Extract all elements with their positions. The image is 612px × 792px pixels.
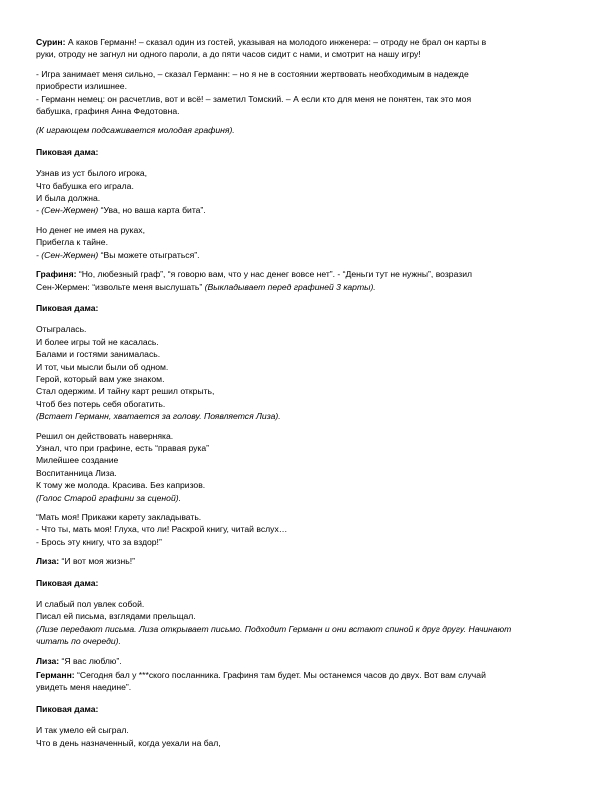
section-heading: Пиковая дама:	[36, 302, 99, 313]
text-line: - Германн немец: он расчетлив, вот и всё! – заметил Томский. – А если кто для меня не понятен, так это моя	[36, 93, 472, 104]
text-line: - Что ты, мать моя! Глуха, что ли! Раскрой книгу, читай вслух…	[36, 524, 288, 535]
paragraph-quote	[36, 511, 572, 548]
text-line: Но денег не имея на руках,	[36, 224, 145, 235]
text-line: Чтоб без потерь себя обогатить.	[36, 398, 166, 409]
paragraph-grafinya	[36, 268, 572, 293]
verse-stanza	[36, 598, 572, 648]
dialogue-text: “Вы можете отыграться”.	[98, 249, 200, 260]
text-line: И тот, чьи мысли были об одном.	[36, 361, 169, 372]
stage-direction: (Встает Германн, хватается за голову. Появляется Лиза).	[36, 411, 281, 422]
text-line: увидеть меня наедине”.	[36, 682, 132, 693]
stage-direction: (Выкладывает перед графиней 3 карты).	[202, 281, 376, 292]
text-line	[36, 268, 572, 280]
text-line: Писал ей письма, взглядами прельщал.	[36, 611, 196, 622]
text-line: - Игра занимает меня сильно, – сказал Германн: – но я не в состоянии жертвовать необходимым в надежде	[36, 68, 469, 79]
text-line: - Брось эту книгу, что за вздор!”	[36, 536, 162, 547]
text-line: Герой, который вам уже знаком.	[36, 373, 165, 384]
text-line: И слабый пол увлек собой.	[36, 599, 145, 610]
section-heading: Пиковая дама:	[36, 577, 99, 588]
verse-stanza	[36, 724, 572, 749]
dialogue-text: “Сегодня бал у ***ского посланника. Графиня там будет. Мы останемся часов до двух. Вот вам случай	[74, 670, 486, 681]
stage-direction	[36, 124, 572, 136]
speaker-label: Германн:	[36, 670, 75, 681]
text-line: И так умело ей сыграл.	[36, 725, 129, 736]
section-heading: Пиковая дама:	[36, 703, 99, 714]
text-line	[36, 36, 572, 48]
text-line: Узнал, что при графине, есть “правая рука”	[36, 442, 210, 453]
text-line: Решил он действовать наверняка.	[36, 430, 174, 441]
speaker-label: Лиза:	[36, 655, 60, 666]
text-line: Что в день назначенный, когда уехали на бал,	[36, 737, 221, 748]
dialogue-text: А каков Германн! – сказал один из гостей, указывая на молодого инженера: – отроду не брал он карты в	[65, 37, 487, 47]
text-line: приобрести излишнее.	[36, 81, 127, 92]
dialogue-text: “Я вас люблю”.	[59, 655, 122, 666]
verse-stanza	[36, 224, 572, 261]
verse-stanza	[36, 323, 572, 422]
text-line: “Мать моя! Прикажи карету закладывать.	[36, 512, 202, 522]
text-line: руки, отроду не загнул ни одного пароли, а до пяти часов сидит с нами, и смотрит на нашу игру!	[36, 49, 421, 60]
text-line: Узнав из уст былого игрока,	[36, 168, 148, 179]
text-line: (К играющем подсаживается молодая графиня).	[36, 125, 235, 136]
text-line	[36, 669, 572, 681]
text-line: Балами и гостями занималась.	[36, 349, 161, 360]
speaker-label: Сурин:	[36, 37, 66, 47]
text-line: К тому же молода. Красива. Без капризов.	[36, 480, 206, 491]
text-line: Воспитанница Лиза.	[36, 467, 117, 478]
text-line	[36, 281, 572, 293]
text-line: Что бабушка его играла.	[36, 180, 134, 191]
text-line: Милейшее создание	[36, 455, 119, 466]
dialogue-text: “И вот моя жизнь!”	[59, 556, 136, 567]
paragraph-liza	[36, 555, 572, 567]
verse-stanza	[36, 167, 572, 217]
section-heading: Пиковая дама:	[36, 146, 99, 157]
text-line	[36, 655, 572, 667]
text-line	[36, 204, 572, 216]
text-line: Прибегла к тайне.	[36, 237, 108, 248]
stage-direction: - (Сен-Жермен)	[36, 205, 99, 216]
text-line	[36, 555, 572, 567]
stage-direction: читать по очереди).	[36, 636, 121, 647]
paragraph-liza	[36, 655, 572, 667]
paragraph-dialogue	[36, 68, 572, 118]
paragraph-germann	[36, 669, 572, 694]
text-line: И была должна.	[36, 193, 101, 204]
text-line	[36, 249, 572, 261]
stage-direction: (Голос Старой графини за сценой).	[36, 492, 181, 503]
speaker-label: Лиза:	[36, 556, 60, 567]
speaker-label: Графиня:	[36, 269, 77, 280]
stage-direction: - (Сен-Жермен)	[36, 249, 99, 260]
dialogue-text: “Но, любезный граф”, “я говорю вам, что у нас денег вовсе нет”. - “Деньги тут не нужны”, возразил	[76, 269, 473, 280]
text-line: И более игры той не касалась.	[36, 336, 159, 347]
dialogue-text: “Ува, но ваша карта бита”.	[98, 205, 206, 216]
text-line: Отыгралась.	[36, 324, 87, 335]
stage-direction: (Лизе передают письма. Лиза открывает письмо. Подходит Германн и они встают спиной к друг другу. Начинают	[36, 623, 512, 634]
paragraph-surin	[36, 36, 572, 61]
text-line: бабушка, графиня Анна Федотовна.	[36, 106, 180, 117]
text-line: Стал одержим. И тайну карт решил открыть,	[36, 386, 215, 397]
dialogue-text: Сен-Жермен: “извольте меня выслушать”	[36, 281, 203, 292]
verse-stanza	[36, 430, 572, 504]
